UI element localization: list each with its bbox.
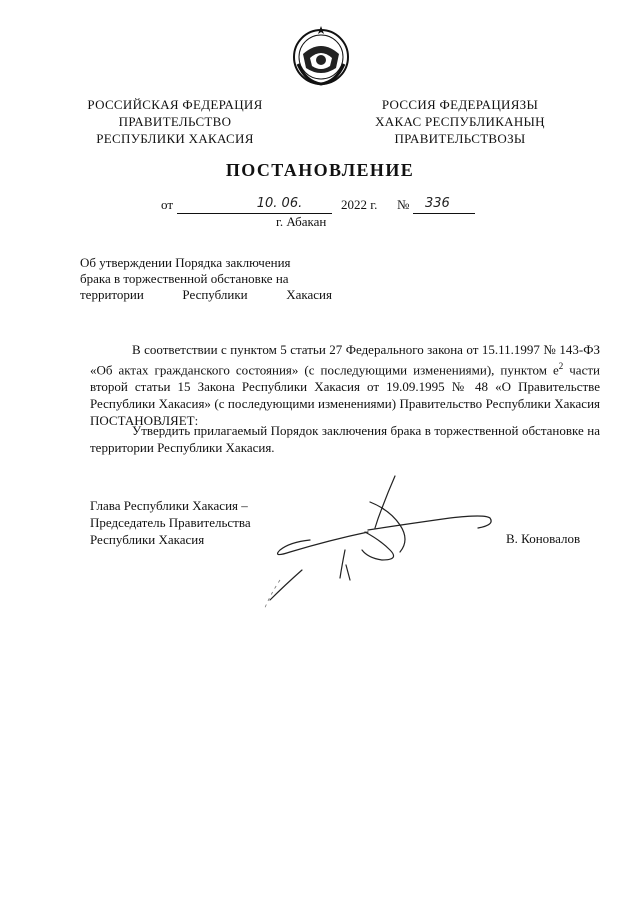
header-right bbox=[360, 96, 560, 147]
header-right-line: ПРАВИТЕЛЬСТВОЗЫ bbox=[394, 131, 526, 146]
subject-line: брака в торжественной обстановке на bbox=[80, 271, 289, 286]
signature-title bbox=[90, 497, 251, 548]
signer-name: В. Коновалов bbox=[506, 531, 581, 546]
superscript: 2 bbox=[558, 361, 564, 371]
signature-title-line: Республики Хакасия bbox=[90, 532, 205, 547]
number-label: № bbox=[397, 197, 410, 212]
handwritten-number: 336 bbox=[425, 196, 450, 211]
header-right-line: РОССИЯ ФЕДЕРАЦИЯЗЫ bbox=[381, 97, 539, 112]
coat-of-arms-emblem bbox=[286, 20, 356, 90]
date-from-label: от bbox=[161, 197, 174, 212]
city-label: г. Абакан bbox=[276, 214, 327, 229]
subject-line: территории Республики Хакасия bbox=[80, 287, 332, 302]
date-field bbox=[177, 197, 332, 214]
body-paragraph-1-text-b: части второй статьи 15 Закона Республики Хакасия от 19.09.1995 № 48 «О Правительстве Республики Хакасия» (с последующими изменениями) Правительство Республики Хакасия ПОСТАНОВЛЯЕТ: bbox=[90, 362, 600, 429]
header-right-line: ХАКАС РЕСПУБЛИКАНЫҢ bbox=[375, 114, 545, 129]
header-left-line: РЕСПУБЛИКИ ХАКАСИЯ bbox=[96, 131, 254, 146]
body-paragraph-1-text-a: В соответствии с пунктом 5 статьи 27 Федерального закона от 15.11.1997 № 143-ФЗ «Об актах гражданского состояния» (с последующими изменениями), пунктом е bbox=[90, 342, 600, 378]
date-year: 2022 г. bbox=[341, 197, 378, 212]
handwritten-signature bbox=[250, 470, 500, 620]
signature-title-line: Глава Республики Хакасия – bbox=[90, 498, 248, 513]
handwritten-date: 10. 06. bbox=[256, 196, 303, 211]
body-paragraph-1 bbox=[90, 341, 600, 429]
header-left bbox=[80, 96, 270, 147]
body-paragraph-2: Утвердить прилагаемый Порядок заключения брака в торжественной обстановке на территории Республики Хакасия. bbox=[90, 423, 600, 455]
header-left-line: ПРАВИТЕЛЬСТВО bbox=[118, 114, 232, 129]
document-subject bbox=[80, 255, 332, 303]
number-field bbox=[413, 197, 475, 214]
header-left-line: РОССИЙСКАЯ ФЕДЕРАЦИЯ bbox=[87, 97, 263, 112]
signature-icon bbox=[250, 470, 500, 620]
subject-line: Об утверждении Порядка заключения bbox=[80, 255, 291, 270]
republic-coat-of-arms-icon bbox=[286, 20, 356, 90]
document-title: ПОСТАНОВЛЕНИЕ bbox=[225, 160, 415, 180]
signature-title-line: Председатель Правительства bbox=[90, 515, 251, 530]
